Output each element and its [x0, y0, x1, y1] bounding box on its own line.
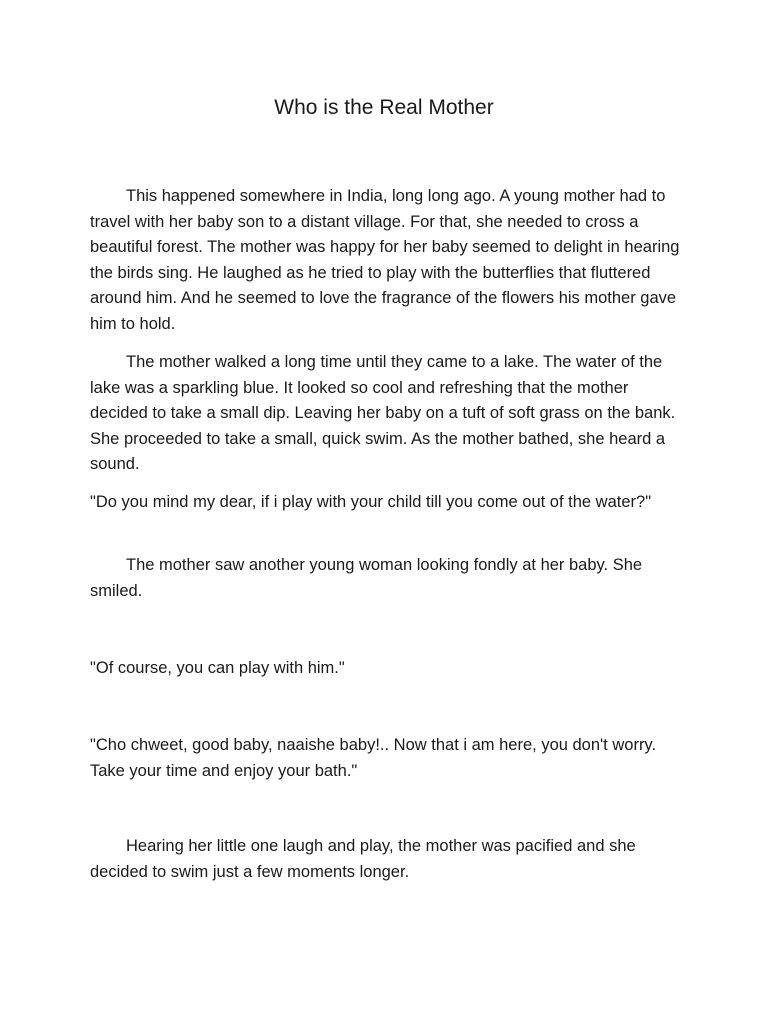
paragraph-1: This happened somewhere in India, long long ago. A young mother had to travel with her baby son to a distant village. For that, she needed to cross a beautiful forest. The mother was happy for her baby seemed to delight in hearing the birds sing. He laughed as he tried to play with the butterflies that fluttered around him. And he seemed to love the fragrance of the flowers his mother gave him to hold. [90, 187, 680, 333]
paragraph-2: The mother walked a long time until they came to a lake. The water of the lake was a sparkling blue. It looked so cool and refreshing that the mother decided to take a small dip. Leaving her baby on a tuft of soft grass on the bank. She proceeded to take a small, quick swim. As the mother bathed, she heard a sound. [90, 353, 676, 474]
paragraph-6: "Cho chweet, good baby, naaishe baby!.. Now that i am here, you don't worry. Take your time and enjoy your bath." [90, 736, 657, 780]
paragraph-4: The mother saw another young woman looking fondly at her baby. She smiled. [90, 556, 643, 600]
paragraph-7: Hearing her little one laugh and play, the mother was pacified and she decided to swim just a few moments longer. [90, 837, 636, 881]
paragraph-5: "Of course, you can play with him." [90, 659, 345, 677]
document-title: Who is the Real Mother [274, 96, 494, 119]
paragraph-3: "Do you mind my dear, if i play with your child till you come out of the water?" [90, 493, 652, 511]
